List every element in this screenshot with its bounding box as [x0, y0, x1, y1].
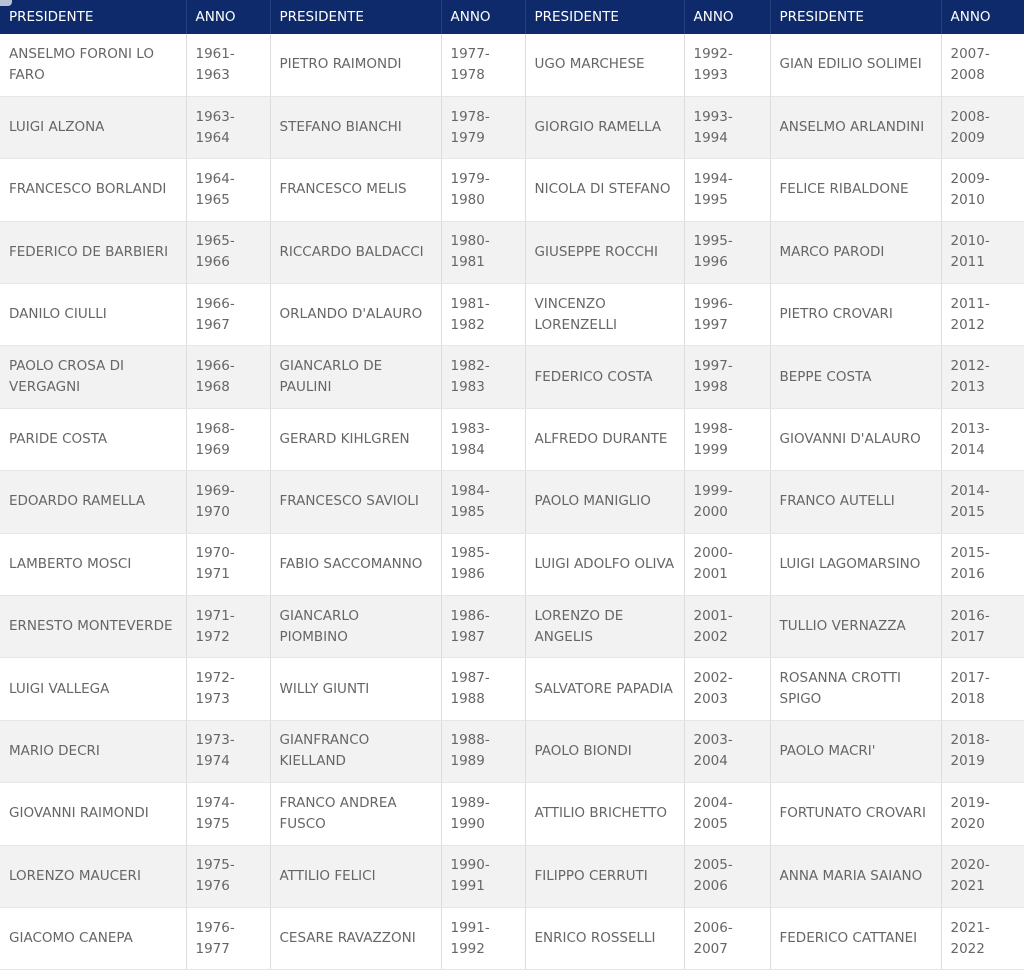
- presidente-cell: GIANCARLO PIOMBINO: [270, 596, 441, 658]
- presidente-cell: LUIGI VALLEGA: [0, 658, 186, 720]
- presidente-cell: WILLY GIUNTI: [270, 658, 441, 720]
- anno-cell: 1961-1963: [186, 34, 270, 96]
- presidente-cell: GIORGIO RAMELLA: [525, 96, 684, 158]
- presidente-cell: GIACOMO CANEPA: [0, 907, 186, 969]
- anno-cell: 2001-2002: [684, 596, 770, 658]
- anno-cell: 1984-1985: [441, 471, 525, 533]
- anno-cell: 1983-1984: [441, 408, 525, 470]
- anno-cell: 2005-2006: [684, 845, 770, 907]
- anno-cell: 2009-2010: [941, 159, 1024, 221]
- table-row: [0, 845, 1024, 907]
- presidente-cell: ANSELMO FORONI LO FARO: [0, 34, 186, 96]
- presidente-cell: RICCARDO BALDACCI: [270, 221, 441, 283]
- table-row: [0, 346, 1024, 408]
- anno-cell: 2013-2014: [941, 408, 1024, 470]
- presidente-cell: FEDERICO COSTA: [525, 346, 684, 408]
- anno-cell: 1986-1987: [441, 596, 525, 658]
- anno-cell: 1965-1966: [186, 221, 270, 283]
- presidente-cell: MARIO DECRI: [0, 720, 186, 782]
- presidente-cell: FELICE RIBALDONE: [770, 159, 941, 221]
- anno-cell: 1963-1964: [186, 96, 270, 158]
- anno-cell: 1994-1995: [684, 159, 770, 221]
- presidente-cell: NICOLA DI STEFANO: [525, 159, 684, 221]
- presidente-cell: GIANFRANCO KIELLAND: [270, 720, 441, 782]
- presidente-cell: PAOLO BIONDI: [525, 720, 684, 782]
- presidente-cell: VINCENZO LORENZELLI: [525, 284, 684, 346]
- anno-cell: 1981-1982: [441, 284, 525, 346]
- presidente-cell: FABIO SACCOMANNO: [270, 533, 441, 595]
- anno-cell: 1975-1976: [186, 845, 270, 907]
- presidente-cell: MARCO PARODI: [770, 221, 941, 283]
- anno-cell: 1969-1970: [186, 471, 270, 533]
- anno-cell: 2011-2012: [941, 284, 1024, 346]
- header-presidente-1: PRESIDENTE: [0, 0, 186, 34]
- anno-cell: 2017-2018: [941, 658, 1024, 720]
- presidente-cell: GIAN EDILIO SOLIMEI: [770, 34, 941, 96]
- presidente-cell: ROSANNA CROTTI SPIGO: [770, 658, 941, 720]
- header-anno-3: ANNO: [684, 0, 770, 34]
- corner-handle: [0, 0, 12, 6]
- table-row: [0, 284, 1024, 346]
- presidente-cell: FILIPPO CERRUTI: [525, 845, 684, 907]
- anno-cell: 1964-1965: [186, 159, 270, 221]
- presidente-cell: DANILO CIULLI: [0, 284, 186, 346]
- presidente-cell: LORENZO MAUCERI: [0, 845, 186, 907]
- presidente-cell: FRANCO ANDREA FUSCO: [270, 783, 441, 845]
- presidente-cell: FEDERICO DE BARBIERI: [0, 221, 186, 283]
- anno-cell: 1996-1997: [684, 284, 770, 346]
- anno-cell: 1999-2000: [684, 471, 770, 533]
- presidente-cell: ATTILIO BRICHETTO: [525, 783, 684, 845]
- anno-cell: 2015-2016: [941, 533, 1024, 595]
- presidente-cell: LUIGI ADOLFO OLIVA: [525, 533, 684, 595]
- anno-cell: 1974-1975: [186, 783, 270, 845]
- anno-cell: 2004-2005: [684, 783, 770, 845]
- table-row: [0, 96, 1024, 158]
- anno-cell: 2002-2003: [684, 658, 770, 720]
- header-row: [0, 0, 1024, 34]
- anno-cell: 1977-1978: [441, 34, 525, 96]
- presidente-cell: PAOLO CROSA DI VERGAGNI: [0, 346, 186, 408]
- anno-cell: 1979-1980: [441, 159, 525, 221]
- anno-cell: 2000-2001: [684, 533, 770, 595]
- table-row: [0, 907, 1024, 969]
- presidente-cell: GIANCARLO DE PAULINI: [270, 346, 441, 408]
- anno-cell: 1980-1981: [441, 221, 525, 283]
- anno-cell: 2018-2019: [941, 720, 1024, 782]
- presidente-cell: CESARE RAVAZZONI: [270, 907, 441, 969]
- anno-cell: 2010-2011: [941, 221, 1024, 283]
- presidente-cell: UGO MARCHESE: [525, 34, 684, 96]
- presidente-cell: PIETRO RAIMONDI: [270, 34, 441, 96]
- presidente-cell: ERNESTO MONTEVERDE: [0, 596, 186, 658]
- table-row: [0, 471, 1024, 533]
- presidente-cell: PARIDE COSTA: [0, 408, 186, 470]
- presidente-cell: GIOVANNI D'ALAURO: [770, 408, 941, 470]
- anno-cell: 1970-1971: [186, 533, 270, 595]
- anno-cell: 2014-2015: [941, 471, 1024, 533]
- presidente-cell: ANSELMO ARLANDINI: [770, 96, 941, 158]
- table-row: [0, 533, 1024, 595]
- anno-cell: 1966-1968: [186, 346, 270, 408]
- presidente-cell: FEDERICO CATTANEI: [770, 907, 941, 969]
- header-anno-2: ANNO: [441, 0, 525, 34]
- anno-cell: 2003-2004: [684, 720, 770, 782]
- table-row: [0, 221, 1024, 283]
- anno-cell: 2020-2021: [941, 845, 1024, 907]
- anno-cell: 2008-2009: [941, 96, 1024, 158]
- anno-cell: 2019-2020: [941, 783, 1024, 845]
- presidente-cell: ATTILIO FELICI: [270, 845, 441, 907]
- anno-cell: 2007-2008: [941, 34, 1024, 96]
- presidente-cell: GIOVANNI RAIMONDI: [0, 783, 186, 845]
- presidente-cell: LORENZO DE ANGELIS: [525, 596, 684, 658]
- anno-cell: 1966-1967: [186, 284, 270, 346]
- table-row: [0, 596, 1024, 658]
- presidente-cell: FORTUNATO CROVARI: [770, 783, 941, 845]
- anno-cell: 1982-1983: [441, 346, 525, 408]
- presidente-cell: EDOARDO RAMELLA: [0, 471, 186, 533]
- table-row: [0, 783, 1024, 845]
- presidente-cell: STEFANO BIANCHI: [270, 96, 441, 158]
- anno-cell: 1988-1989: [441, 720, 525, 782]
- anno-cell: 2021-2022: [941, 907, 1024, 969]
- anno-cell: 1985-1986: [441, 533, 525, 595]
- header-presidente-4: PRESIDENTE: [770, 0, 941, 34]
- presidente-cell: PIETRO CROVARI: [770, 284, 941, 346]
- presidente-cell: FRANCESCO BORLANDI: [0, 159, 186, 221]
- anno-cell: 2006-2007: [684, 907, 770, 969]
- presidente-cell: ANNA MARIA SAIANO: [770, 845, 941, 907]
- presidente-cell: LAMBERTO MOSCI: [0, 533, 186, 595]
- anno-cell: 1995-1996: [684, 221, 770, 283]
- anno-cell: 1987-1988: [441, 658, 525, 720]
- presidente-cell: LUIGI ALZONA: [0, 96, 186, 158]
- presidente-cell: FRANCESCO MELIS: [270, 159, 441, 221]
- anno-cell: 1991-1992: [441, 907, 525, 969]
- anno-cell: 1978-1979: [441, 96, 525, 158]
- presidente-cell: ORLANDO D'ALAURO: [270, 284, 441, 346]
- presidente-cell: ALFREDO DURANTE: [525, 408, 684, 470]
- presidente-cell: ENRICO ROSSELLI: [525, 907, 684, 969]
- anno-cell: 2012-2013: [941, 346, 1024, 408]
- table-row: [0, 658, 1024, 720]
- anno-cell: 1990-1991: [441, 845, 525, 907]
- anno-cell: 1971-1972: [186, 596, 270, 658]
- table-row: [0, 720, 1024, 782]
- presidente-cell: GIUSEPPE ROCCHI: [525, 221, 684, 283]
- table-body: [0, 34, 1024, 970]
- header-presidente-3: PRESIDENTE: [525, 0, 684, 34]
- anno-cell: 1998-1999: [684, 408, 770, 470]
- table-row: [0, 408, 1024, 470]
- anno-cell: 2016-2017: [941, 596, 1024, 658]
- presidente-cell: FRANCESCO SAVIOLI: [270, 471, 441, 533]
- anno-cell: 1993-1994: [684, 96, 770, 158]
- header-presidente-2: PRESIDENTE: [270, 0, 441, 34]
- anno-cell: 1992-1993: [684, 34, 770, 96]
- anno-cell: 1989-1990: [441, 783, 525, 845]
- anno-cell: 1973-1974: [186, 720, 270, 782]
- presidente-cell: LUIGI LAGOMARSINO: [770, 533, 941, 595]
- header-anno-4: ANNO: [941, 0, 1024, 34]
- presidente-cell: GERARD KIHLGREN: [270, 408, 441, 470]
- presidente-cell: PAOLO MACRI': [770, 720, 941, 782]
- table-header: [0, 0, 1024, 34]
- anno-cell: 1976-1977: [186, 907, 270, 969]
- anno-cell: 1997-1998: [684, 346, 770, 408]
- table-row: [0, 34, 1024, 96]
- presidente-cell: SALVATORE PAPADIA: [525, 658, 684, 720]
- presidente-cell: FRANCO AUTELLI: [770, 471, 941, 533]
- anno-cell: 1968-1969: [186, 408, 270, 470]
- header-anno-1: ANNO: [186, 0, 270, 34]
- presidente-cell: BEPPE COSTA: [770, 346, 941, 408]
- presidente-cell: TULLIO VERNAZZA: [770, 596, 941, 658]
- presidente-cell: PAOLO MANIGLIO: [525, 471, 684, 533]
- anno-cell: 1972-1973: [186, 658, 270, 720]
- table-row: [0, 159, 1024, 221]
